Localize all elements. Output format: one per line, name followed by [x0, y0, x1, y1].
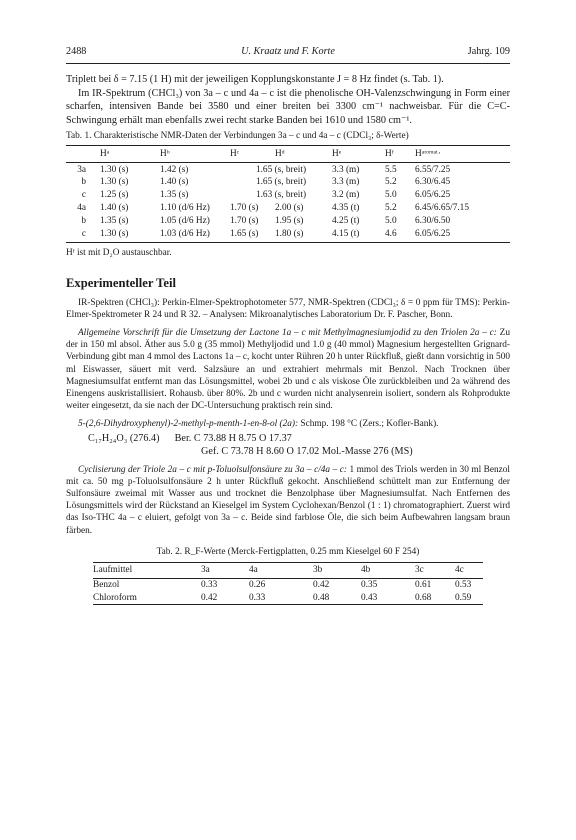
col-header: Hᵇ — [160, 149, 170, 160]
nmr-table-header — [66, 146, 510, 163]
procedure-title: Allgemeine Vorschrift für die Umsetzung der Lactone 1a – c mit Methylmagnesiumjodid zu den Triolen 2a – c: — [78, 327, 497, 338]
compound-entry — [66, 418, 510, 430]
table-cell: 1.70 (s) — [230, 203, 259, 214]
table-cell: 5.2 — [385, 177, 397, 188]
table-cell: 5.5 — [385, 164, 397, 175]
table-cell: 0.68 — [415, 592, 432, 603]
table1-caption: Tab. 1. Charakteristische NMR-Daten der Verbindungen 3a – c und 4a – c (CDCl₃; δ-Werte) — [66, 131, 409, 142]
nmr-table — [66, 145, 510, 240]
table-cell: 4a — [77, 203, 86, 214]
header-rule — [66, 63, 510, 64]
table-cell: 4.25 (t) — [332, 216, 360, 227]
table-row — [66, 189, 510, 202]
col-header: 3b — [313, 565, 323, 576]
table-cell: 5.0 — [385, 189, 397, 200]
table-cell: 6.45/6.65/7.15 — [415, 203, 469, 214]
table-row — [66, 176, 510, 189]
table-cell: b — [81, 177, 86, 188]
table-cell: 1.42 (s) — [160, 164, 189, 175]
table-cell: 3.2 (m) — [332, 189, 360, 200]
found-analysis: Gef. C 73.78 H 8.60 O 17.02 Mol.-Masse 276 (MS) — [201, 445, 413, 457]
table-cell: 0.42 — [201, 592, 218, 603]
methods-paragraph: IR-Spektren (CHCl₃): Perkin-Elmer-Spektrophotometer 577, NMR-Spektren (CDCl₃; δ = 0 ppm für TMS): Perkin-Elmer-Spektrometer R 24 und R 32. – Analysen: Mikroanalytisches Laboratorium Dr. F. Pascher, Bonn. — [66, 297, 510, 320]
table-cell: 6.55/7.25 — [415, 164, 451, 175]
table-row — [66, 201, 510, 215]
table-cell: 0.35 — [361, 580, 378, 591]
col-header — [66, 146, 100, 163]
table-cell: 0.33 — [249, 592, 266, 603]
table-cell: c — [81, 229, 86, 240]
col-header: Hᵈ — [275, 149, 285, 160]
table-cell: 1.95 (s) — [275, 216, 304, 227]
table2-caption: Tab. 2. R_F-Werte (Merck-Fertigplatten, 0.25 mm Kieselgel 60 F 254) — [156, 546, 420, 557]
table-cell: 1.40 (s) — [100, 203, 129, 214]
table-cell: Chloroform — [93, 592, 137, 603]
table-row — [93, 591, 483, 604]
table-cell: 4.35 (t) — [332, 203, 360, 214]
table-row — [66, 163, 510, 176]
table-cell: 2.00 (s) — [275, 203, 304, 214]
running-title: U. Kraatz und F. Korte — [241, 46, 335, 57]
table-cell: 1.03 (d/6 Hz) — [160, 229, 210, 240]
table-cell: 1.70 (s) — [230, 216, 259, 227]
table-cell: 1.40 (s) — [160, 177, 189, 188]
col-header: Hᶜ — [230, 149, 240, 160]
formula-line — [66, 432, 510, 445]
table-cell: c — [81, 189, 86, 200]
table-cell: 0.59 — [455, 592, 472, 603]
table-row — [66, 215, 510, 228]
calculated-analysis: Ber. C 73.88 H 8.75 O 17.37 — [174, 432, 292, 444]
table-row — [66, 228, 510, 241]
section-heading: Experimenteller Teil — [66, 275, 176, 290]
table-cell: 5.0 — [385, 216, 397, 227]
table-cell: 0.33 — [201, 580, 218, 591]
table-cell: 1.65 (s, breit) — [255, 164, 307, 175]
table-cell: 3.3 (m) — [332, 164, 360, 175]
table-cell: 6.05/6.25 — [415, 189, 451, 200]
table-cell: 5.2 — [385, 203, 397, 214]
running-header — [66, 46, 510, 60]
table-cell: 0.61 — [415, 580, 432, 591]
compound-properties: Schmp. 198 °C (Zers.; Kofler-Bank). — [298, 419, 439, 430]
col-header: Hᵉ — [332, 149, 342, 160]
intro-paragraph-2: Im IR-Spektrum (CHCl₃) von 3a – c und 4a – c ist die phenolische OH-Valenzschwingung in Form einer scharfen, intensiven Bande bei 3580 und einer breiten bei 3300 cm⁻¹ nachweisbar. Für die C=C-Schwingung erhält man ebenfalls zwei recht starke Banden bei 1610 und 1580 cm⁻¹. — [66, 87, 510, 126]
page-number: 2488 — [66, 46, 87, 57]
cyclisation-procedure — [66, 464, 510, 537]
table1-footnote: Hᶠ ist mit D₂O austauschbar. — [66, 248, 172, 259]
table-cell: 0.26 — [249, 580, 266, 591]
rf-table-header — [93, 562, 483, 578]
table-cell: 6.30/6.45 — [415, 177, 451, 188]
table-cell: 1.35 (s) — [100, 216, 129, 227]
procedure-body: Zu der in 150 ml absol. Äther aus 5.0 g (35 mmol) Methyljodid und 1.0 g (40 mmol) Magnesium hergestellten Grignard-Verbindung gibt man 4 mmol des Lactons 1a – c, kocht unter Rühren 20 h unter Rückfluß, gießt dann vorsichtig in 500 ml Eiswasser, säuert mit verd. Salzsäure an und extrahiert mehrmals mit Benzol. Nach Trocknen über Magnesiumsulfat entfernt man das Lösungsmittel, wobei 2b und c als viskose Öle zurückbleiben und 2a während des Einengens auskristallisiert. Rohausb. über 80%. 2b und c wurden nicht analysenrein isoliert, sondern als Rohprodukte weiter eingesetzt, da sie nach der DC-Untersuchung praktisch rein sind. — [66, 327, 510, 412]
table-cell: 1.30 (s) — [100, 229, 129, 240]
table-cell: 6.30/6.50 — [415, 216, 451, 227]
col-header: 3c — [415, 565, 424, 576]
journal-year: Jahrg. 109 — [467, 46, 510, 57]
col-header: 4a — [249, 565, 258, 576]
table-cell: 1.80 (s) — [275, 229, 304, 240]
col-header: Hᶠ — [385, 149, 394, 160]
table-cell: 0.42 — [313, 580, 330, 591]
table-cell: 0.53 — [455, 580, 472, 591]
compound-name: 5-(2,6-Dihydroxyphenyl)-2-methyl-p-menth-1-en-8-ol (2a): — [78, 419, 299, 430]
col-header: Hᵃʳᵒᵐᵃᵗ· — [415, 149, 441, 160]
table-cell: 1.25 (s) — [100, 189, 129, 200]
intro-paragraph-1: Triplett bei δ = 7.15 (1 H) mit der jeweiligen Kopplungskonstante J = 8 Hz findet (s. Tab. 1). — [66, 74, 444, 85]
table-cell: 0.48 — [313, 592, 330, 603]
table-cell: 6.05/6.25 — [415, 229, 451, 240]
table-cell: b — [81, 216, 86, 227]
col-header: 3a — [201, 565, 210, 576]
col-header: Laufmittel — [93, 565, 133, 576]
col-header: 4b — [361, 565, 371, 576]
table-cell: 1.65 (s) — [230, 229, 259, 240]
cyclisation-title: Cyclisierung der Triole 2a – c mit p-Toluolsulfonsäure zu 3a – c/4a – c: — [78, 464, 347, 475]
table-cell: 3a — [77, 164, 86, 175]
grignard-procedure — [66, 327, 510, 412]
table-cell: Benzol — [93, 580, 120, 591]
table-cell: 1.05 (d/6 Hz) — [160, 216, 210, 227]
table-cell: 4.6 — [385, 229, 397, 240]
table-cell: 1.30 (s) — [100, 177, 129, 188]
table-cell: 1.63 (s, breit) — [255, 189, 307, 200]
table-cell: 1.30 (s) — [100, 164, 129, 175]
table-cell: 4.15 (t) — [332, 229, 360, 240]
table-cell: 1.10 (d/6 Hz) — [160, 203, 210, 214]
table-row — [93, 578, 483, 591]
table1-bottom-rule — [66, 242, 510, 243]
table-cell: 1.65 (s, breit) — [255, 177, 307, 188]
table-cell: 3.3 (m) — [332, 177, 360, 188]
page — [66, 46, 510, 605]
col-header: Hᵃ — [100, 149, 110, 160]
rf-table — [93, 562, 483, 605]
molecular-formula: C₁₇H₂₄O₃ (276.4) — [88, 432, 160, 444]
table-cell: 1.35 (s) — [160, 189, 189, 200]
cyclisation-body: 1 mmol des Triols werden in 30 ml Benzol mit ca. 50 mg p-Toluolsulfonsäure 2 h unter Rückfluß gekocht. Anschließend schüttelt man zur Entfernung der Sulfonsäure zweimal mit Wasser aus und trocknet die Benzolphase über Magnesiumsulfat. Nach Entfernen des Lösungsmittels wird der Rückstand an Kieselgel im System Cyclohexan/Benzol (1 : 1) chromatographiert. Zuerst wird das Iso-THC 4a – c eluiert, gefolgt von 3a – c. Beide sind farblose Öle, die sich beim Aufbewahren langsam braun färben. — [66, 464, 511, 536]
table-cell: 0.43 — [361, 592, 378, 603]
col-header: 4c — [455, 565, 464, 576]
